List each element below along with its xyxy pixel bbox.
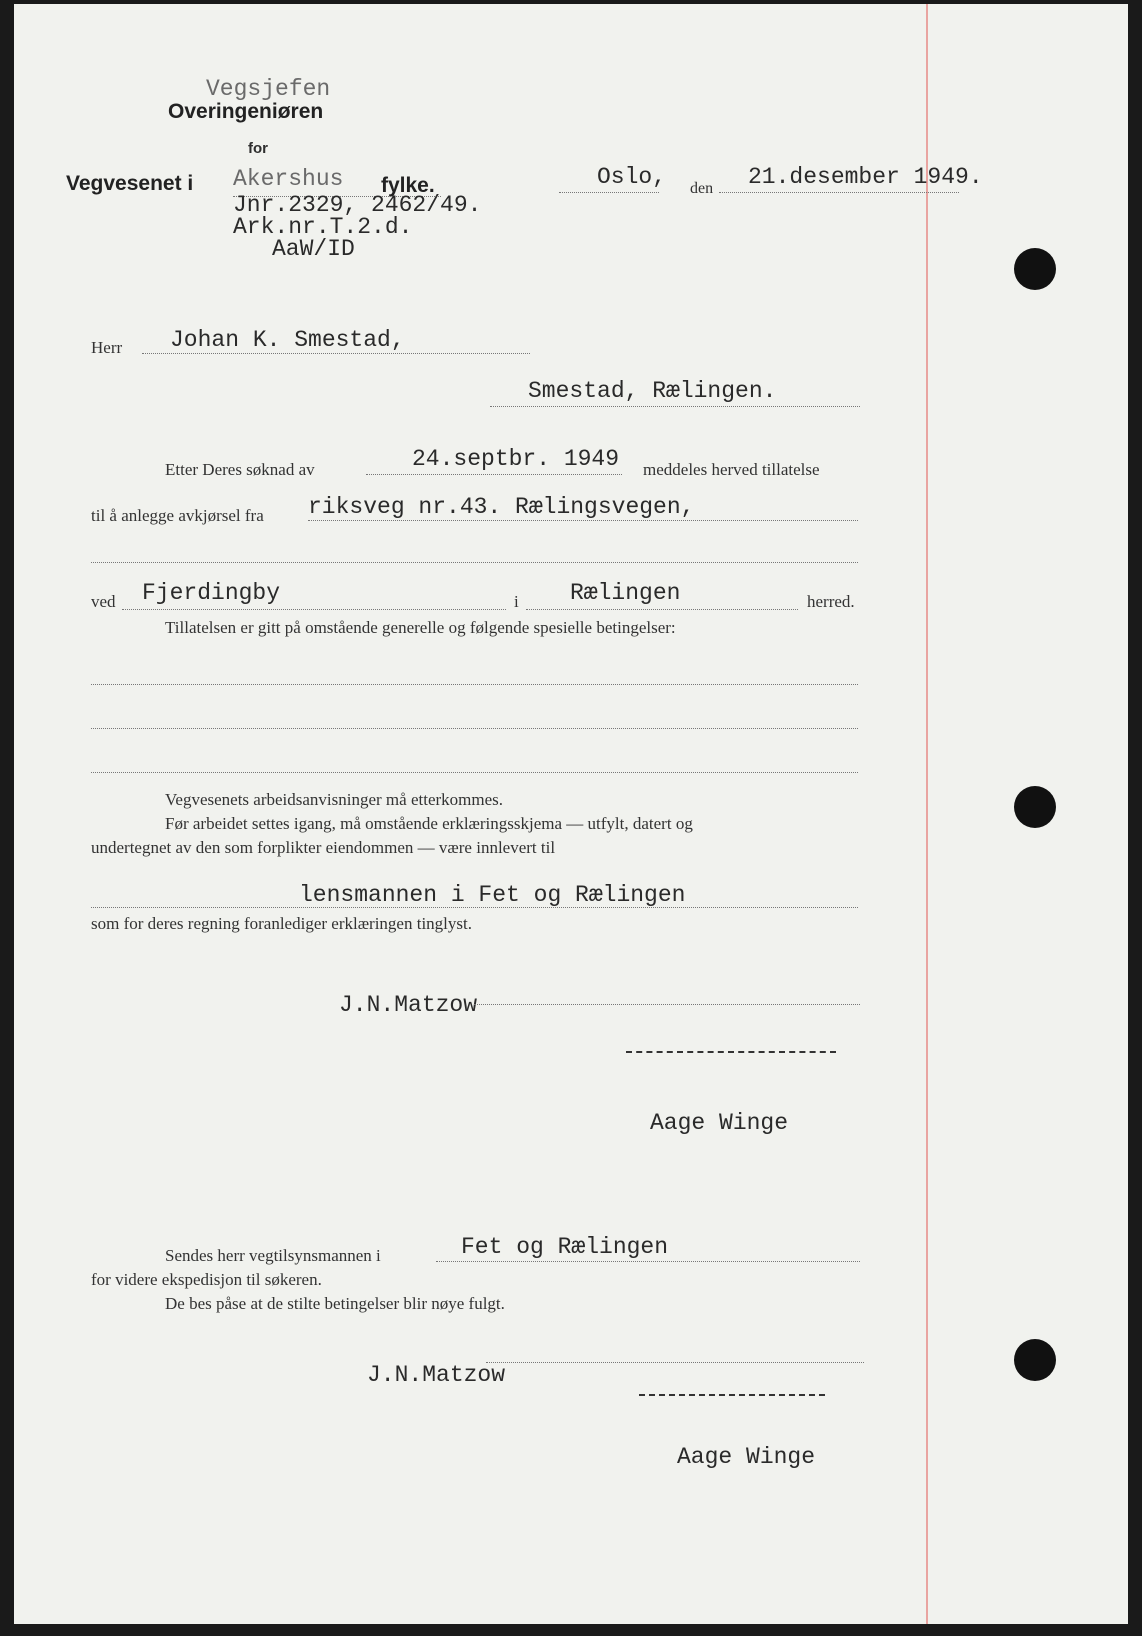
sendes-label: Sendes herr vegtilsynsmannen i — [165, 1246, 381, 1265]
header-overingenioren: Overingeniøren — [168, 100, 324, 123]
blank-dotline-2 — [91, 684, 858, 685]
herred-dotline — [526, 609, 798, 610]
header-vegvesenet: Vegvesenet i — [66, 172, 194, 195]
meddeles-label: meddeles herved tillatelse — [643, 460, 820, 479]
lensmann-value: lensmannen i Fet og Rælingen — [299, 882, 686, 908]
ved-dotline — [122, 609, 506, 610]
header-place: Oslo, — [597, 164, 667, 190]
herred-label: herred. — [807, 592, 855, 611]
punch-hole-middle — [1014, 786, 1056, 828]
instructions-line-1: Vegvesenets arbeidsanvisninger må etterkommes. — [165, 790, 504, 809]
punch-hole-top — [1014, 248, 1056, 290]
addressee-name: Johan K. Smestad, — [170, 327, 405, 353]
signature1-dashes — [626, 1051, 836, 1053]
instructions-line-2: Før arbeidet settes igang, må omstående erklæringsskjema — utfylt, datert og — [165, 814, 693, 833]
header-for: for — [248, 140, 268, 157]
road-dotline — [308, 520, 858, 521]
ved-value: Fjerdingby — [142, 580, 281, 606]
ved-label: ved — [91, 592, 116, 611]
signature1-signer: Aage Winge — [650, 1110, 789, 1136]
forwarding-line-3: De bes påse at de stilte betingelser blir nøye fulgt. — [165, 1294, 505, 1313]
herr-label: Herr — [91, 338, 123, 357]
signature2-dashes — [639, 1394, 825, 1396]
etter-label: Etter Deres søknad av — [165, 460, 315, 479]
header-place-dotline — [559, 192, 659, 193]
punch-hole-bottom — [1014, 1339, 1056, 1381]
header-vegsjefen: Vegsjefen — [206, 76, 331, 102]
conditions-text: Tillatelsen er gitt på omstående generelle og følgende spesielle betingelser: — [165, 618, 676, 637]
document-page — [14, 4, 1128, 1624]
red-margin-line — [926, 4, 928, 1624]
header-den-label: den — [690, 180, 714, 197]
addressee-name-dotline — [142, 353, 530, 354]
signature1-dotline — [474, 1004, 860, 1005]
blank-dotline-3 — [91, 728, 858, 729]
soknad-date: 24.septbr. 1949 — [412, 446, 620, 472]
signature2-name: J.N.Matzow — [367, 1362, 506, 1388]
initials: AaW/ID — [272, 236, 355, 262]
soknad-date-dotline — [366, 474, 622, 475]
tinglyst-text: som for deres regning foranlediger erklæringen tinglyst. — [91, 914, 472, 933]
signature2-dotline — [486, 1362, 864, 1363]
road-value: riksveg nr.43. Rælingsvegen, — [308, 494, 695, 520]
addressee-address: Smestad, Rælingen. — [528, 378, 777, 404]
forwarding-line-2: for videre ekspedisjon til søkeren. — [91, 1270, 322, 1289]
archive-number: Ark.nr.T.2.d. — [233, 214, 413, 240]
herred-value: Rælingen — [570, 580, 681, 606]
journal-number: Jnr.2329, 2462/49. — [233, 192, 482, 218]
instructions-line-3: undertegnet av den som forplikter eiendommen — være innlevert til — [91, 838, 556, 857]
header-fylke-label: fylke. — [381, 174, 435, 197]
header-date-dotline — [719, 192, 959, 193]
i-label: i — [514, 592, 519, 611]
anlegge-label: til å anlegge avkjørsel fra — [91, 506, 264, 525]
lensmann-dotline — [91, 907, 858, 908]
addressee-address-dotline — [490, 406, 860, 407]
blank-dotline-4 — [91, 772, 858, 773]
blank-dotline-1 — [91, 562, 858, 563]
signature1-name: J.N.Matzow — [339, 992, 478, 1018]
forwarding-district-dotline — [436, 1261, 860, 1262]
forwarding-district: Fet og Rælingen — [461, 1234, 669, 1260]
signature2-signer: Aage Winge — [677, 1444, 816, 1470]
header-fylke-name: Akershus — [233, 166, 344, 192]
header-date: 21.desember 1949. — [748, 164, 983, 190]
